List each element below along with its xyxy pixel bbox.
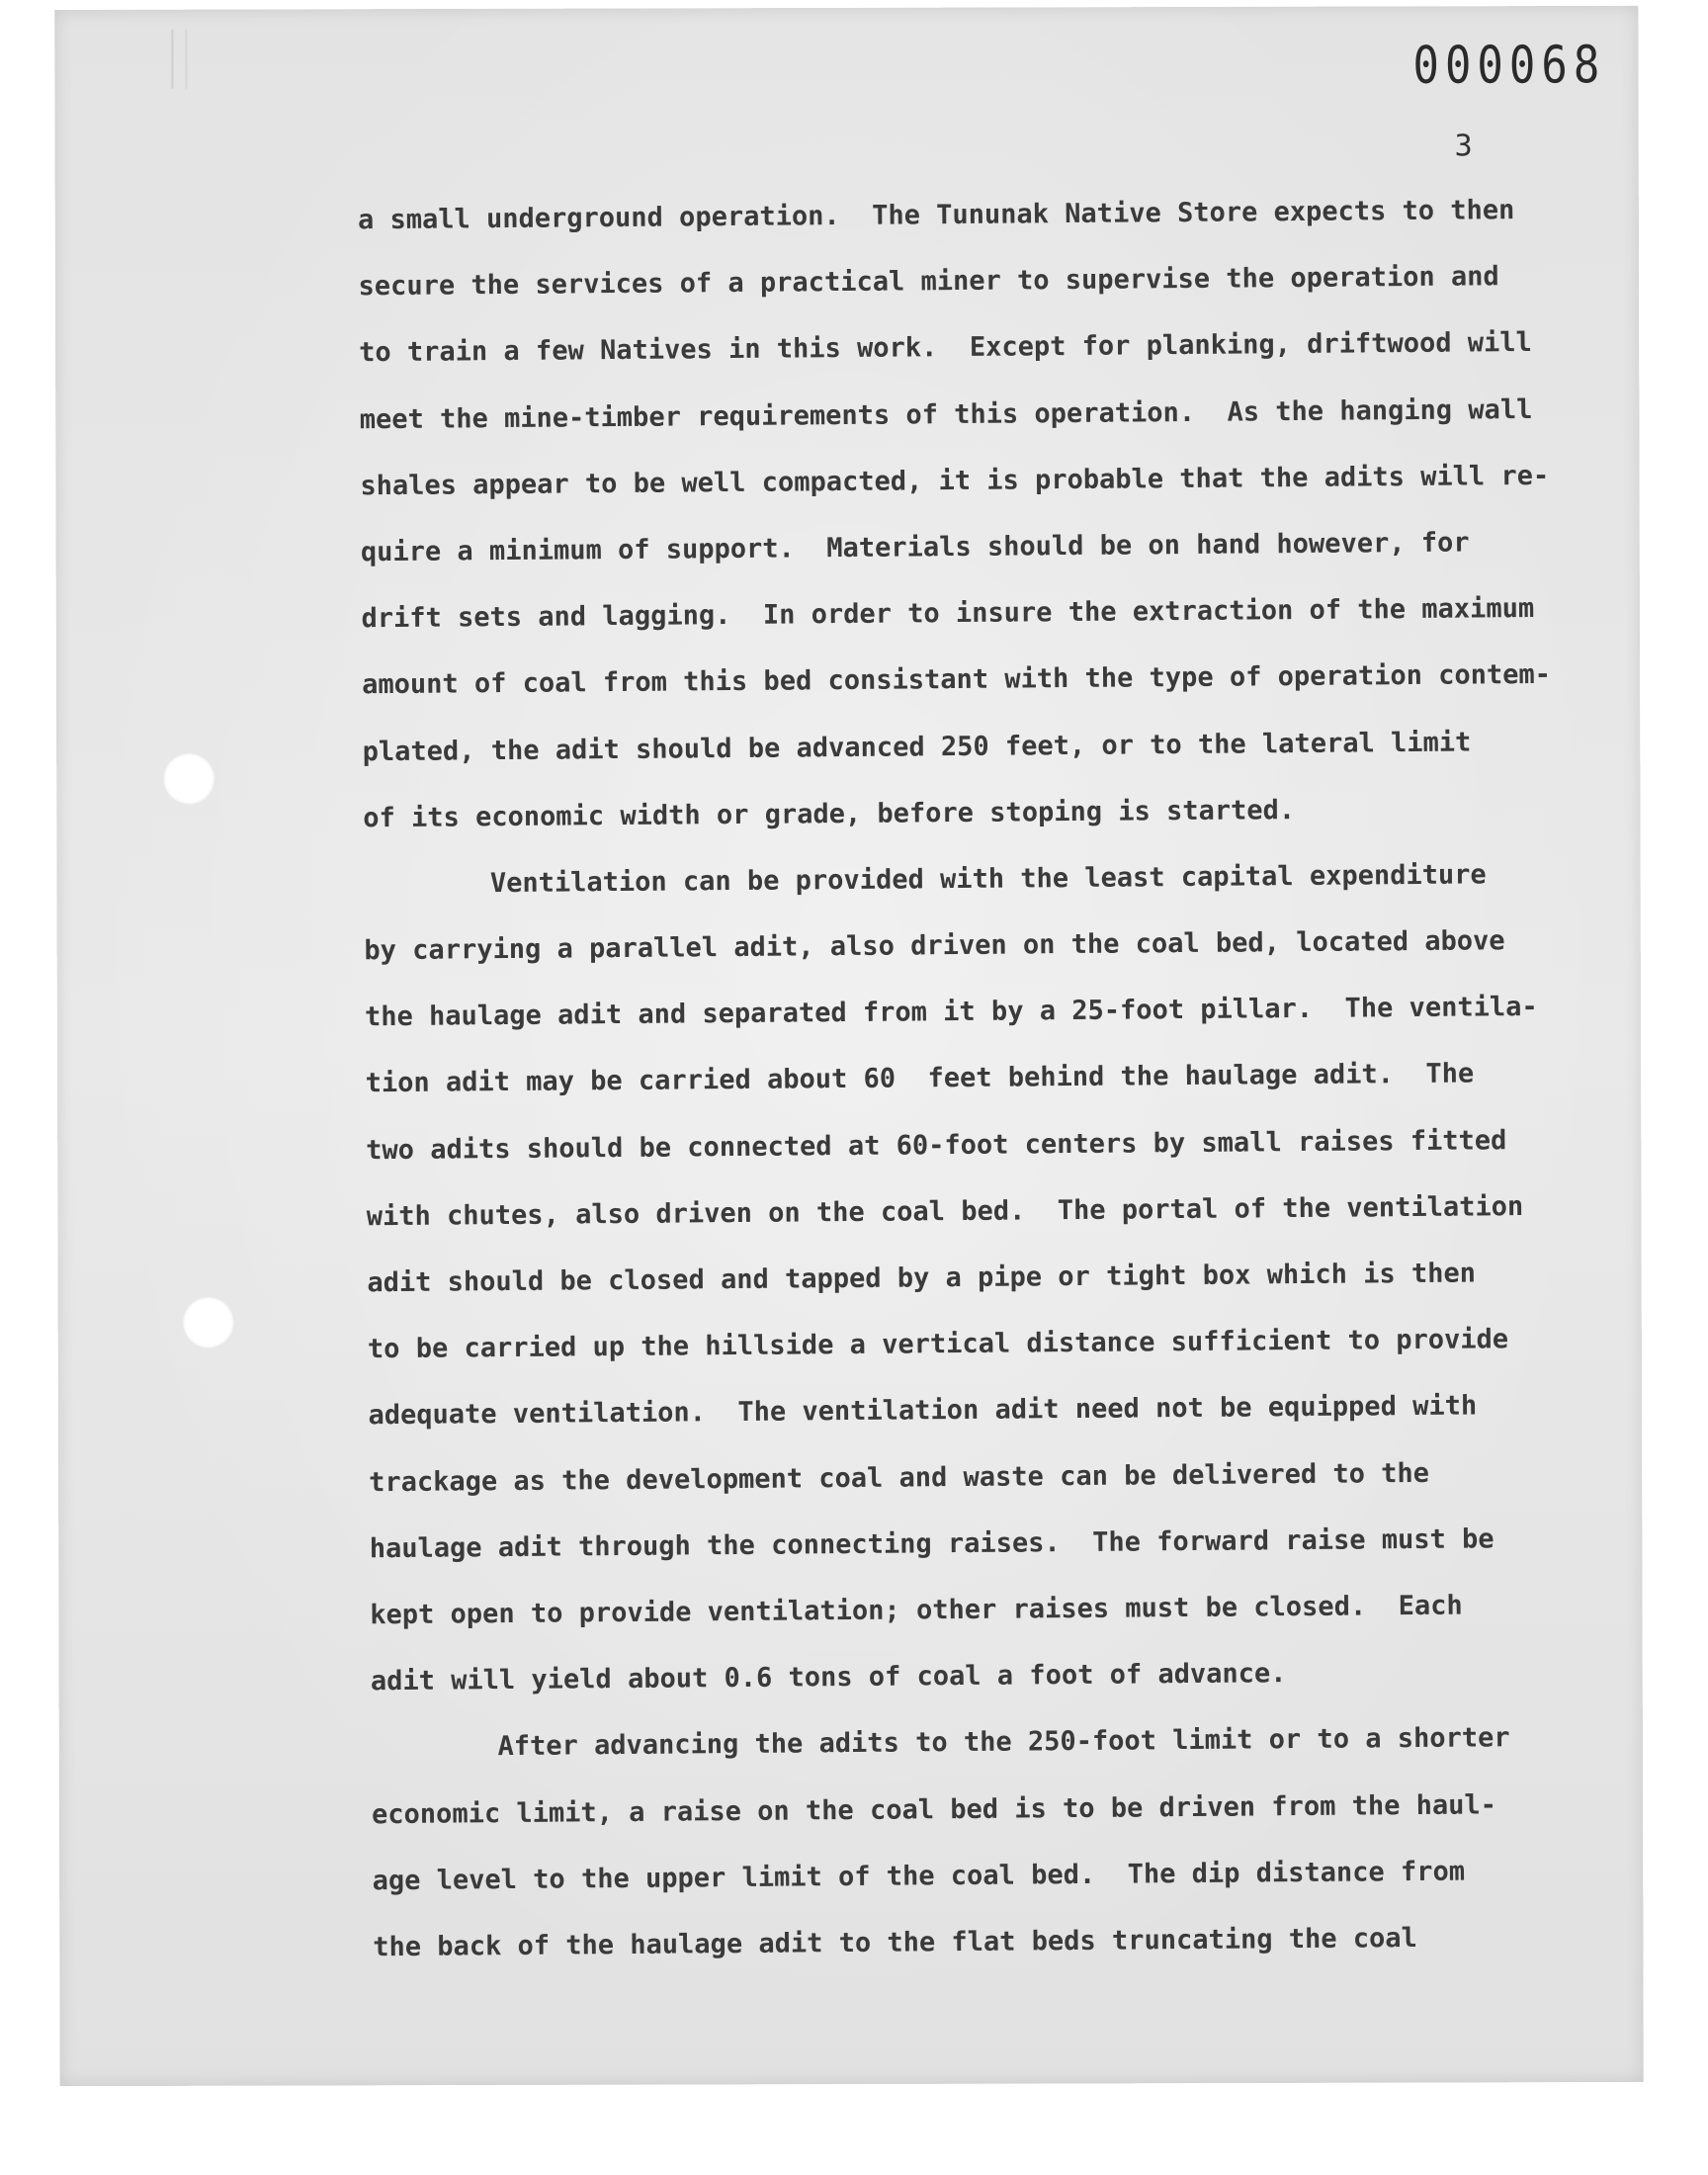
text-line: the back of the haulage adit to the flat beds truncating the coal xyxy=(373,1922,1417,1963)
text-line: with chutes, also driven on the coal bed. The portal of the ventilation xyxy=(366,1190,1524,1233)
text-line: adit should be closed and tapped by a pipe or tight box which is then xyxy=(367,1258,1477,1299)
text-line: the haulage adit and separated from it by a 25-foot pillar. The ventila- xyxy=(364,992,1538,1033)
text-line: amount of coal from this bed consistant with the type of operation contem- xyxy=(361,659,1552,701)
text-line: adit will yield about 0.6 tons of coal a foot of advance. xyxy=(370,1658,1287,1697)
text-line: to be carried up the hillside a vertical distance sufficient to provide xyxy=(367,1324,1509,1365)
paragraph-1 xyxy=(358,176,1649,851)
document-stamp-number: 000068 xyxy=(1412,35,1606,96)
paragraph-3 xyxy=(371,1703,1658,1980)
text-line: secure the services of a practical miner to supervise the operation and xyxy=(358,261,1499,303)
text-line: of its economic width or grade, before stoping is started. xyxy=(363,794,1296,833)
paper-sheet xyxy=(54,6,1643,2086)
text-line: adequate ventilation. The ventilation adit need not be equipped with xyxy=(368,1390,1478,1432)
text-line: a small underground operation. The Tununak Native Store expects to then xyxy=(357,195,1515,236)
paragraph-2 xyxy=(364,840,1657,1715)
paper-edge-mark xyxy=(171,30,187,89)
text-line: trackage as the development coal and waste can be delivered to the xyxy=(369,1457,1430,1498)
text-line: meet the mine-timber requirements of this operation. As the hanging wall xyxy=(359,393,1533,435)
text-line: to train a few Natives in this work. Except for planking, driftwood will xyxy=(359,327,1532,369)
text-line: After advancing the adits to the 250-foot limit or to a shorter xyxy=(497,1722,1510,1763)
text-line: by carrying a parallel adit, also driven on the coal bed, located above xyxy=(364,925,1505,967)
text-line: economic limit, a raise on the coal bed is to be driven from the haul- xyxy=(371,1788,1497,1830)
text-line: Ventilation can be provided with the least capital expenditure xyxy=(489,859,1487,900)
text-line: age level to the upper limit of the coal bed. The dip distance from xyxy=(372,1856,1466,1896)
text-line: tion adit may be carried about 60 feet behind the haulage adit. The xyxy=(365,1058,1475,1099)
punch-hole-top xyxy=(163,753,214,805)
text-line: plated, the adit should be advanced 250 feet, or to the lateral limit xyxy=(362,726,1472,767)
text-line: two adits should be connected at 60-foot centers by small raises fitted xyxy=(366,1124,1507,1166)
text-line: drift sets and lagging. In order to insure the extraction of the maximum xyxy=(361,593,1535,635)
text-line: kept open to provide ventilation; other raises must be closed. Each xyxy=(370,1590,1463,1631)
text-line: shales appear to be well compacted, it is probable that the adits will re- xyxy=(360,460,1550,502)
punch-hole-bottom xyxy=(183,1297,234,1348)
text-line: haulage adit through the connecting raises. The forward raise must be xyxy=(369,1523,1494,1564)
body-text xyxy=(358,176,1659,1980)
text-line: quire a minimum of support. Materials should be on hand however, for xyxy=(360,527,1470,568)
page-number: 3 xyxy=(1454,129,1473,164)
